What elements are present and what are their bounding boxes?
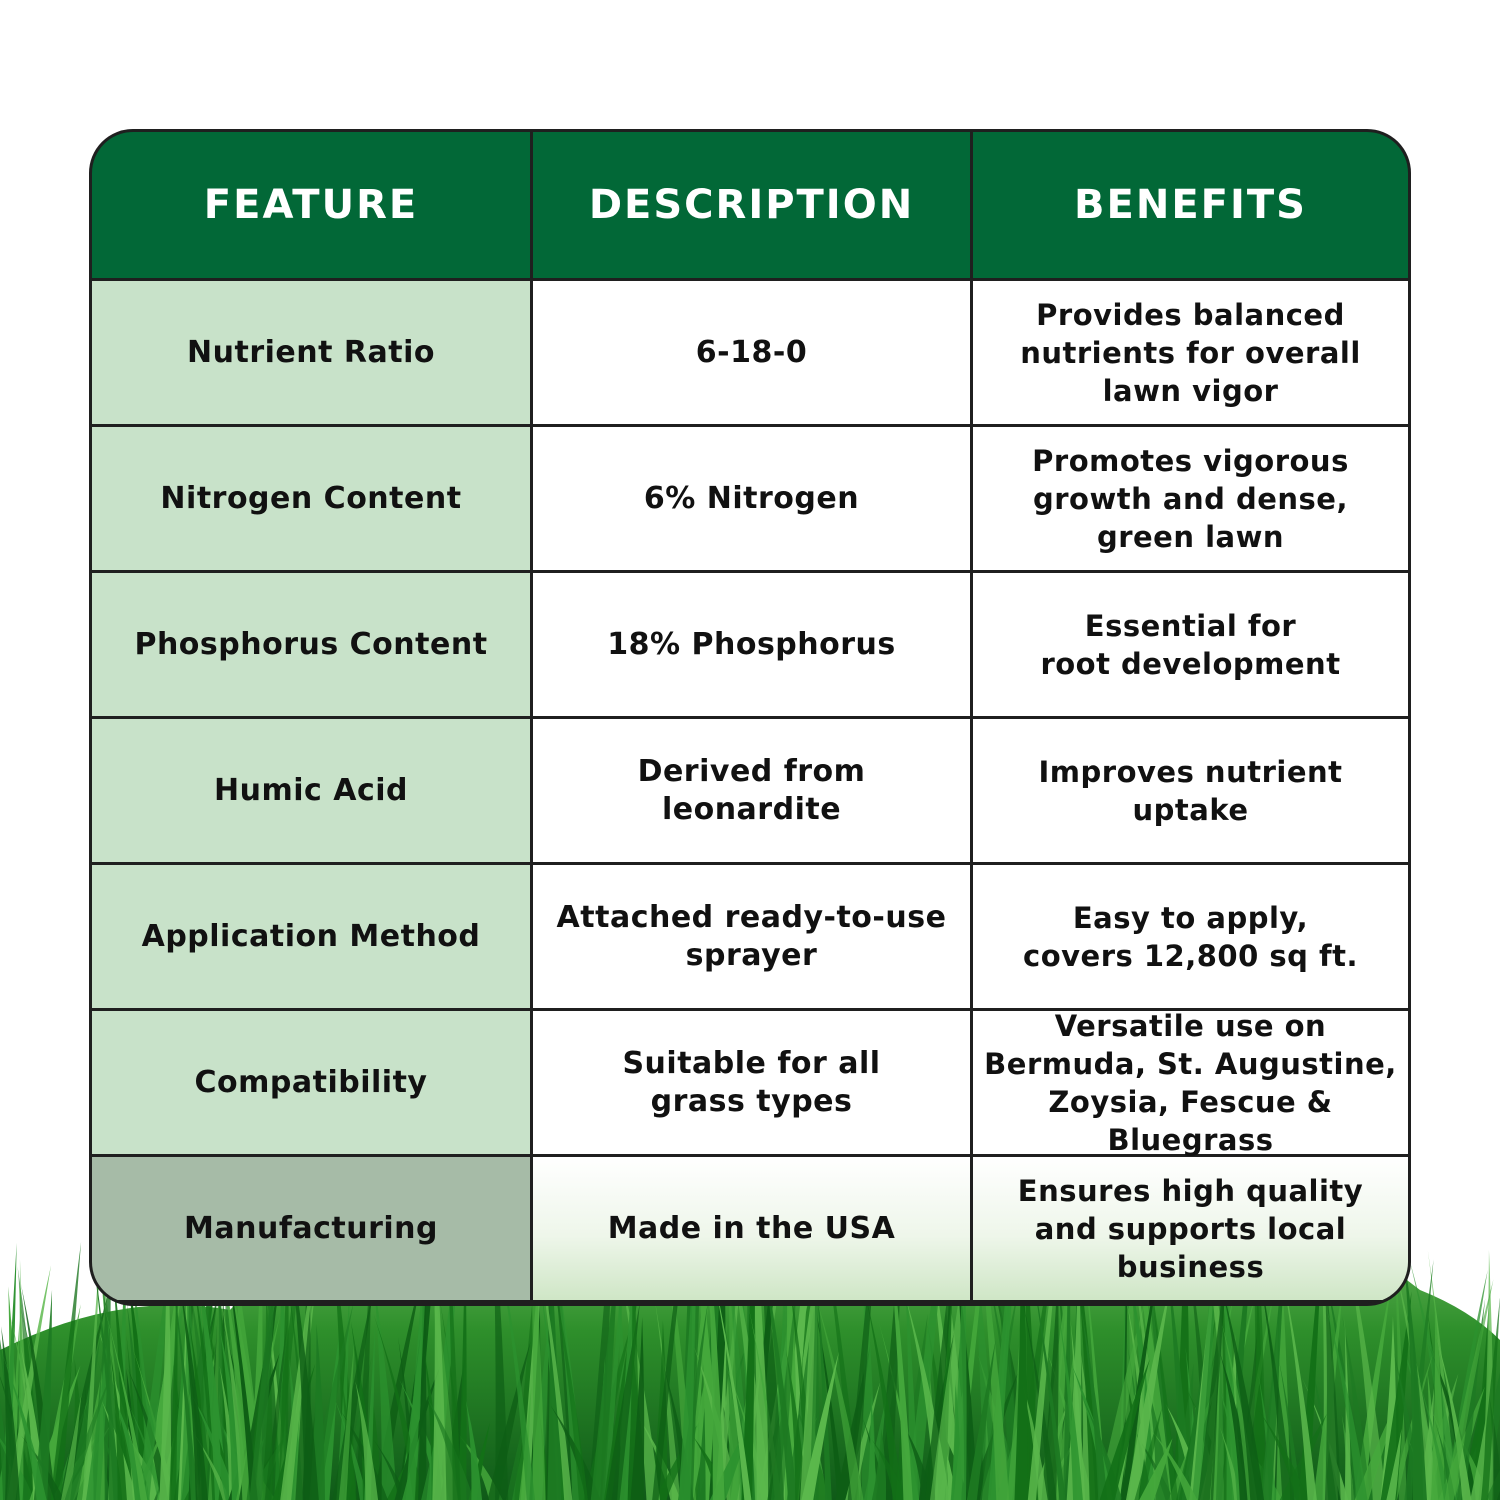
feature-cell: Phosphorus Content [92,573,530,716]
feature-table [89,129,1411,1306]
benefit-cell: Essential for root development [973,573,1408,716]
benefit-cell: Easy to apply, covers 12,800 sq ft. [973,865,1408,1008]
benefit-cell: Improves nutrient uptake [973,719,1408,862]
description-cell: Made in the USA [533,1157,970,1300]
header-description: DESCRIPTION [533,132,970,278]
feature-cell: Nutrient Ratio [92,281,530,424]
feature-cell: Application Method [92,865,530,1008]
benefit-cell: Ensures high quality and supports local business [973,1157,1408,1300]
benefit-cell: Versatile use on Bermuda, St. Augustine, Zoysia, Fescue & Bluegrass [973,1011,1408,1154]
feature-cell: Nitrogen Content [92,427,530,570]
header-feature: FEATURE [92,132,530,278]
description-cell: Suitable for all grass types [533,1011,970,1154]
description-cell: 18% Phosphorus [533,573,970,716]
feature-cell: Compatibility [92,1011,530,1154]
feature-cell: Humic Acid [92,719,530,862]
description-cell: Derived from leonardite [533,719,970,862]
benefit-cell: Promotes vigorous growth and dense, green lawn [973,427,1408,570]
description-cell: 6-18-0 [533,281,970,424]
benefit-cell: Provides balanced nutrients for overall lawn vigor [973,281,1408,424]
description-cell: 6% Nitrogen [533,427,970,570]
header-benefits: BENEFITS [973,132,1408,278]
feature-cell: Manufacturing [92,1157,530,1300]
description-cell: Attached ready-to-use sprayer [533,865,970,1008]
